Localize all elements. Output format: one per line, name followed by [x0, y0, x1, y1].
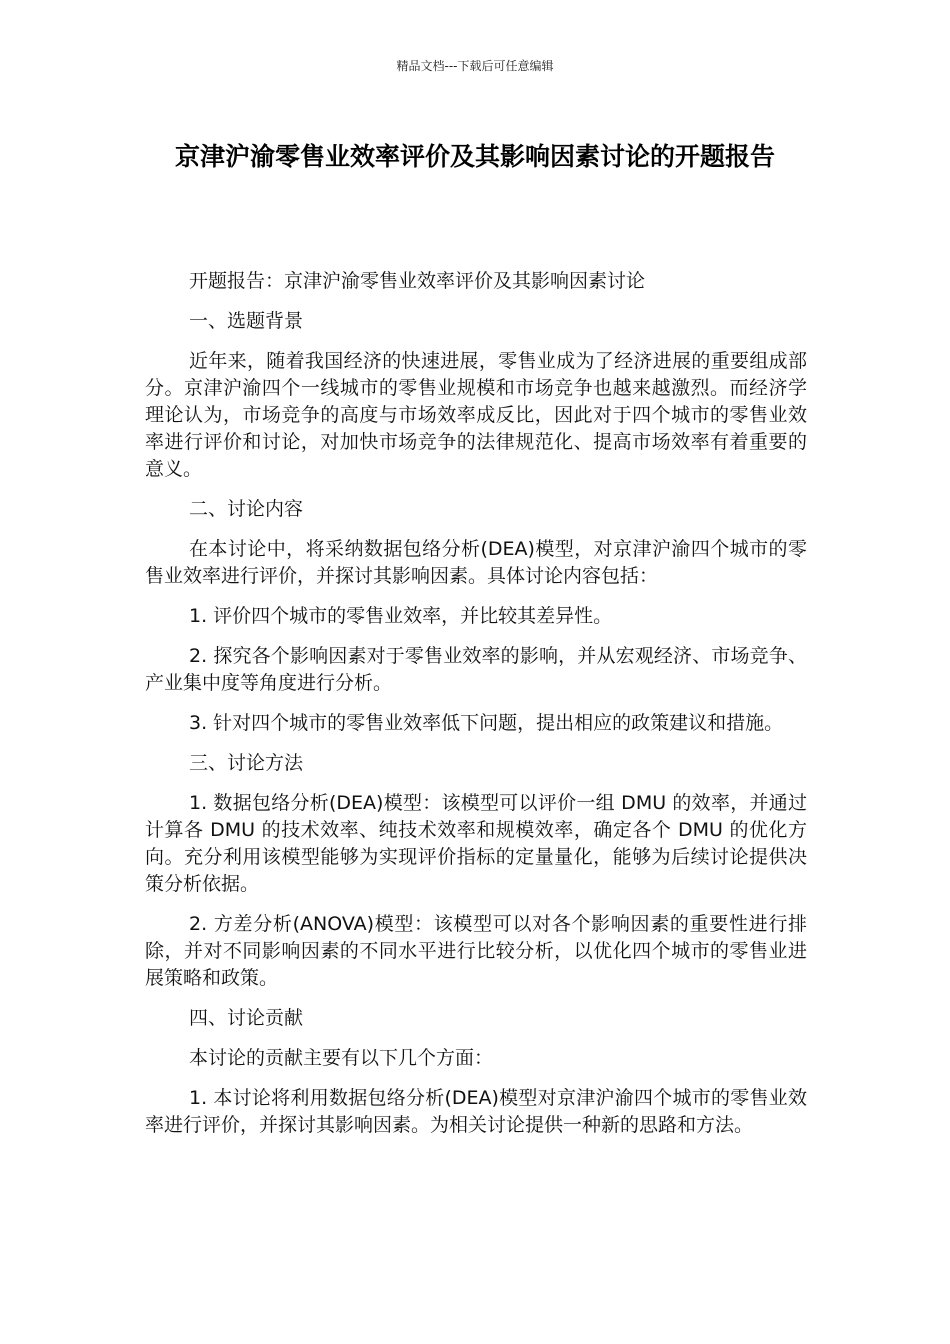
section-heading-contribution: 四、讨论贡献	[189, 1007, 304, 1029]
document-title: 京津沪渝零售业效率评价及其影响因素讨论的开题报告	[174, 142, 775, 171]
paragraph-content-intro: 在本讨论中，将采纳数据包络分析(DEA)模型，对京津沪渝四个城市的零售业效率进行评价，并探讨其影响因素。具体讨论内容包括：	[145, 538, 807, 587]
list-item-content-2: 2. 探究各个影响因素对于零售业效率的影响，并从宏观经济、市场竞争、产业集中度等角度进行分析。	[145, 645, 807, 694]
section-heading-background: 一、选题背景	[189, 310, 304, 332]
section-heading-method: 三、讨论方法	[189, 752, 304, 774]
page-header: 精品文档---下载后可任意编辑	[396, 59, 554, 73]
paragraph-background: 近年来，随着我国经济的快速进展，零售业成为了经济进展的重要组成部分。京津沪渝四个一线城市的零售业规模和市场竞争也越来越激烈。而经济学理论认为，市场竞争的高度与市场效率成反比，因此对于四个城市的零售业效率进行评价和讨论，对加快市场竞争的法律规范化、提高市场效率有着重要的意义。	[145, 350, 807, 480]
list-item-content-1: 1. 评价四个城市的零售业效率，并比较其差异性。	[189, 605, 613, 627]
paragraph-report-subject: 开题报告：京津沪渝零售业效率评价及其影响因素讨论	[189, 270, 646, 292]
paragraph-contribution-intro: 本讨论的贡献主要有以下几个方面：	[189, 1047, 494, 1069]
list-item-method-1: 1. 数据包络分析(DEA)模型：该模型可以评价一组 DMU 的效率，并通过计算各 DMU 的技术效率、纯技术效率和规模效率，确定各个 DMU 的优化方向。充分利用该模型能够为实现评价指标的定量量化，能够为后续讨论提供决策分析依据。	[145, 792, 807, 895]
section-heading-content: 二、讨论内容	[189, 498, 304, 520]
list-item-method-2: 2. 方差分析(ANOVA)模型：该模型可以对各个影响因素的重要性进行排除，并对不同影响因素的不同水平进行比较分析，以优化四个城市的零售业进展策略和政策。	[145, 913, 807, 989]
document-body	[145, 268, 807, 1152]
list-item-content-3: 3. 针对四个城市的零售业效率低下问题，提出相应的政策建议和措施。	[189, 712, 784, 734]
list-item-contribution-1: 1. 本讨论将利用数据包络分析(DEA)模型对京津沪渝四个城市的零售业效率进行评价，并探讨其影响因素。为相关讨论提供一种新的思路和方法。	[145, 1087, 807, 1136]
